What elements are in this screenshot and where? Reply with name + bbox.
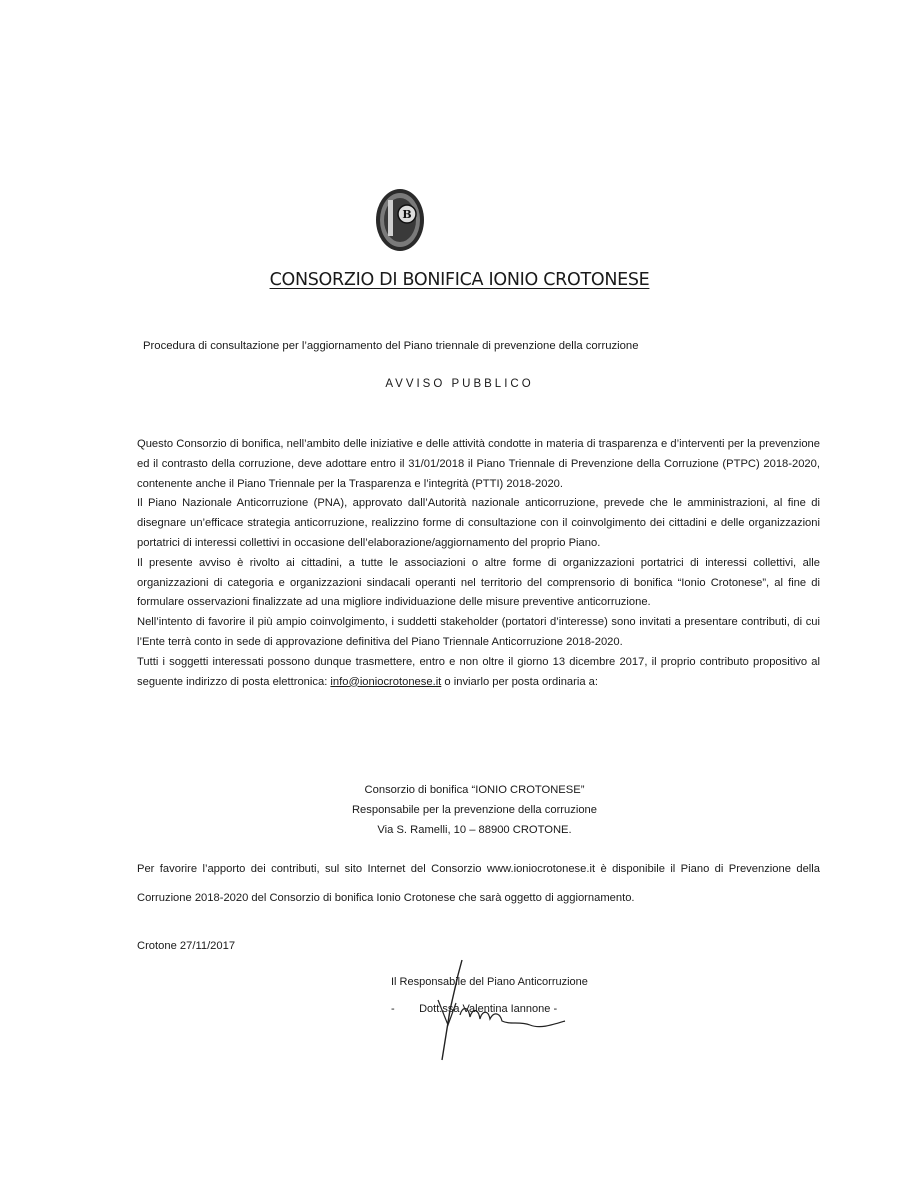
consortium-seal-icon — [372, 186, 428, 254]
handwritten-signature-icon — [420, 955, 580, 1070]
paragraph-pna: Il Piano Nazionale Anticorruzione (PNA), approvato dall’Autorità nazionale anticorruzione, prevede che le amministrazioni, al fine di disegnare un’efficace strategia anticorruzione, realizzino forme di consultazione con il coinvolgimento dei cittadini e delle organizzazioni portatrici di interessi collettivi in occasione dell’elaborazione/aggiornamento del proprio Piano. — [137, 497, 820, 549]
email-link[interactable]: info@ioniocrotonese.it — [330, 675, 442, 688]
address-line-2: Responsabile per la prevenzione della corruzione — [351, 804, 598, 816]
paragraph-audience: Il presente avviso è rivolto ai cittadini, a tutte le associazioni o altre forme di organizzazioni portatrici di interessi collettivi, alle organizzazioni di categoria e organizzazioni sindacali operanti nel territorio del comprensorio di bonifica “Ionio Crotonese”, al fine di formulare osservazioni finalizzate ad una migliore individuazione delle misure preventive anticorruzione. — [137, 556, 820, 609]
document-date: Crotone 27/11/2017 — [137, 940, 236, 952]
organization-title: CONSORZIO DI BONIFICA IONIO CROTONESE — [269, 270, 650, 290]
paragraph-intro: Questo Consorzio di bonifica, nell’ambito delle iniziative e delle attività condotte in materia di trasparenza e d’interventi per la prevenzione ed il contrasto della corruzione, deve adottare entro il 31/01/2018 il Piano Triennale di Prevenzione della Corruzione (PTPC) 2018-2020, contenente anche il Piano Triennale per la Trasparenza e l’integrità (PTTI) 2018-2020. — [137, 438, 820, 490]
procedure-subtitle: Procedura di consultazione per l’aggiornamento del Piano triennale di prevenzione della corruzione — [143, 340, 639, 352]
notice-title: AVVISO PUBBLICO — [385, 378, 534, 390]
notice-body — [137, 435, 820, 692]
signatory-role: Il Responsabile del Piano Anticorruzione — [391, 976, 588, 988]
paragraph-stakeholders: Nell’intento di favorire il più ampio coinvolgimento, i suddetti stakeholder (portatori d’interesse) sono invitati a presentare contributi, di cui l’Ente terrà conto in sede di approvazione definitiva del Piano Triennale Anticorruzione 2018-2020. — [137, 616, 820, 648]
address-line-3: Via S. Ramelli, 10 – 88900 CROTONE. — [377, 824, 572, 836]
svg-text:B: B — [402, 208, 412, 221]
address-line-1: Consorzio di bonifica “IONIO CROTONESE” — [364, 784, 585, 796]
signatory-name: - Dott.ssa Valentina Iannone - — [391, 1003, 558, 1015]
postal-address — [0, 780, 919, 840]
paragraph-submission: Tutti i soggetti interessati possono dunque trasmettere, entro e non oltre il giorno 13 dicembre 2017, il proprio contributo propositivo al seguente indirizzo di posta elettronica: info@ioniocrotonese.it o inviarlo per posta ordinaria a: — [137, 655, 820, 688]
closing-paragraph: Per favorire l’apporto dei contributi, sul sito Internet del Consorzio www.ioniocrotonese.it è disponibile il Piano di Prevenzione della Corruzione 2018-2020 del Consorzio di bonifica Ionio Crotonese che sarà oggetto di aggiornamento. — [137, 863, 820, 904]
